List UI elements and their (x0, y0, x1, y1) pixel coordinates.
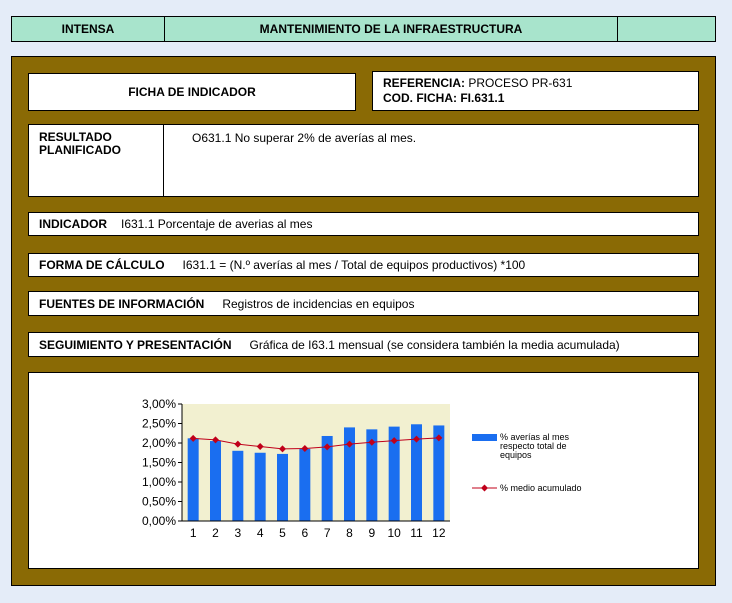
referencia-box (372, 71, 699, 111)
cod-ficha-value: FI.631.1 (460, 91, 505, 105)
chart-bar (299, 449, 310, 521)
y-tick-label: 0,50% (141, 494, 176, 509)
x-tick-label: 3 (234, 526, 242, 540)
plot-area (182, 404, 450, 521)
x-tick-label: 12 (432, 526, 446, 540)
indicador-label: INDICADOR (39, 217, 107, 231)
ficha-title-box (28, 73, 356, 111)
x-tick-label: 5 (279, 526, 286, 540)
indicador-value: I631.1 Porcentaje de averias al mes (121, 217, 313, 231)
header-right-cell (618, 17, 715, 41)
x-tick-label: 7 (323, 526, 331, 540)
fuentes-value: Registros de incidencias en equipos (222, 296, 415, 311)
fuentes-row (28, 291, 699, 316)
legend-bar-label: equipos (500, 450, 532, 460)
cod-ficha-label: COD. FICHA: (383, 91, 457, 105)
chart-bar (255, 453, 266, 521)
y-tick-label: 3,00% (141, 397, 176, 411)
resultado-box (28, 124, 699, 197)
legend-bar-swatch (472, 434, 497, 441)
y-tick-label: 2,50% (141, 416, 176, 431)
x-tick-label: 4 (256, 526, 264, 540)
y-tick-label: 2,00% (141, 436, 176, 450)
x-tick-label: 1 (189, 526, 197, 540)
y-tick-label: 0,00% (141, 514, 176, 528)
forma-calculo-label: FORMA DE CÁLCULO (39, 258, 165, 272)
legend-line-label: % medio acumulado (500, 483, 582, 493)
header-bar (11, 16, 716, 42)
forma-calculo-row (28, 253, 699, 277)
x-tick-label: 11 (410, 526, 423, 540)
y-tick-label: 1,50% (141, 455, 176, 470)
legend-line-marker (481, 485, 488, 492)
seguimiento-row (28, 332, 699, 357)
header-company: INTENSA (12, 17, 165, 41)
chart (29, 373, 697, 567)
x-tick-label: 2 (212, 526, 219, 540)
fuentes-label: FUENTES DE INFORMACIÓN (39, 296, 205, 311)
chart-bar (210, 441, 221, 521)
chart-bar (188, 438, 199, 521)
seguimiento-value: Gráfica de I63.1 mensual (se considera también la media acumulada) (249, 337, 620, 352)
chart-bar (277, 454, 288, 521)
x-tick-label: 10 (387, 526, 401, 540)
y-tick-label: 1,00% (141, 475, 176, 489)
x-tick-label: 8 (346, 526, 353, 540)
seguimiento-label: SEGUIMIENTO Y PRESENTACIÓN (39, 337, 232, 352)
chart-bar (232, 451, 243, 521)
resultado-label: RESULTADO PLANIFICADO (29, 125, 164, 196)
forma-calculo-value: I631.1 = (N.º averías al mes / Total de equipos productivos) *100 (182, 258, 526, 272)
header-title: MANTENIMIENTO DE LA INFRAESTRUCTURA (165, 17, 618, 41)
x-tick-label: 9 (368, 526, 376, 540)
referencia-value: PROCESO PR-631 (468, 76, 573, 90)
x-tick-label: 6 (301, 526, 309, 540)
referencia-label: REFERENCIA: (383, 76, 466, 90)
legend-bar-label: respecto total de (500, 441, 567, 451)
legend-bar-label: % averías al mes (500, 432, 570, 442)
ficha-title: FICHA DE INDICADOR (128, 85, 256, 99)
resultado-value: O631.1 No superar 2% de averías al mes. (192, 131, 417, 145)
chart-box (28, 372, 699, 569)
indicador-row (28, 212, 699, 236)
